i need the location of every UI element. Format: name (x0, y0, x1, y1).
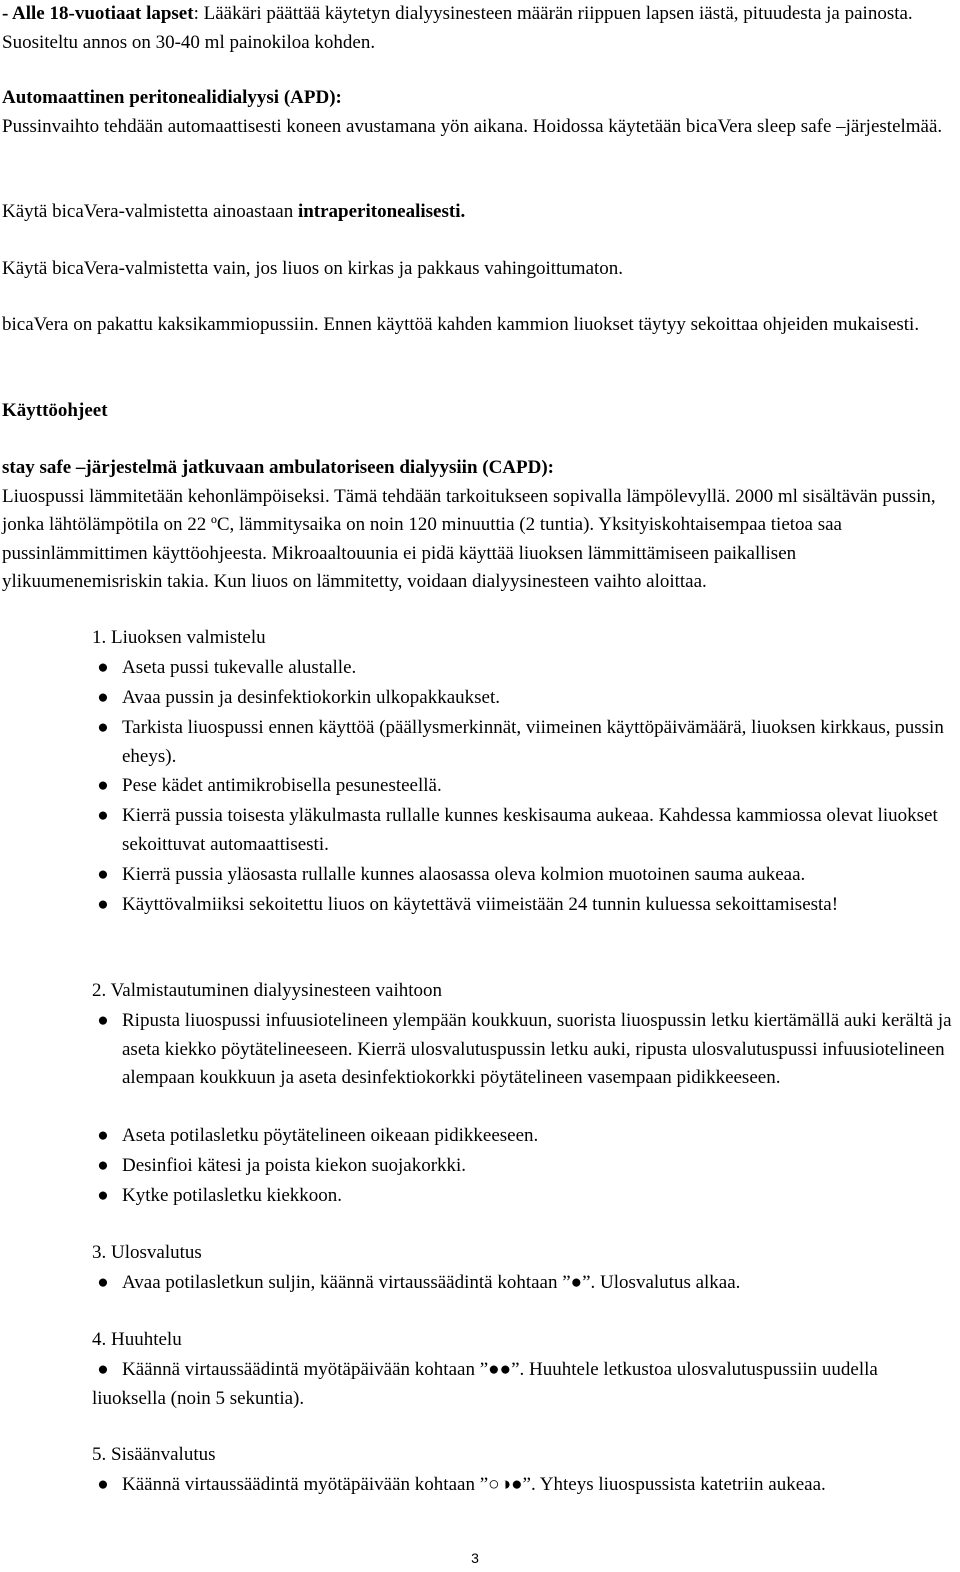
bullet-icon: ● (97, 864, 109, 885)
apd-text: Pussinvaihto tehdään automaattisesti koneen avustamana yön aikana. Hoidossa käytetään bicaVera sleep safe –järjestelmää. (2, 115, 943, 137)
bullet-icon: ● (97, 1185, 109, 1206)
age-text: : Lääkäri päättää käytetyn dialyysinesteen määrän riippuen lapsen iästä, pituudesta ja painosta. Suositeltu annos on 30-40 ml painokiloa kohden. (2, 3, 913, 53)
bullet-icon: ● (97, 1359, 109, 1380)
step-5-title: 5. Sisäänvalutus (92, 1444, 216, 1465)
step-2-item-2: ● Aseta potilasletku pöytätelineen oikeaan pidikkeeseen. (92, 1122, 952, 1151)
bullet-icon: ● (97, 1474, 109, 1495)
step-1-item-5: ● Kierrä pussia toisesta yläkulmasta rullalle kunnes keskisauma aukeaa. Kahdessa kammiossa olevat liuokset sekoittuvat automaattisesti. (92, 802, 952, 859)
step-4-item-1: ● Käännä virtaussäädintä myötäpäivään kohtaan ”●●”. Huuhtele letkustoa ulosvalutuspussiin uudella liuoksella (noin 5 sekuntia). (92, 1356, 952, 1413)
step-5-item-1: ● Käännä virtaussäädintä myötäpäivään kohtaan ”○◑●”. Yhteys liuospussista katetriin aukeaa. (92, 1471, 952, 1500)
bullet-icon: ● (97, 687, 109, 708)
step-3-item-1: ● Avaa potilasletkun suljin, käännä virtaussäädintä kohtaan ”●”. Ulosvalutus alkaa. (92, 1269, 952, 1298)
chamber-paragraph: bicaVera on pakattu kaksikammiopussiin. Ennen käyttöä kahden kammion liuokset täytyy sekoittaa ohjeiden mukaisesti. (2, 314, 920, 335)
page-number: 3 (471, 1550, 479, 1566)
age-label: - Alle 18-vuotiaat lapset (2, 3, 194, 24)
step-1-title: 1. Liuoksen valmistelu (92, 627, 266, 648)
bullet-icon: ● (97, 1010, 109, 1031)
step-2-item-3: ● Desinfioi kätesi ja poista kiekon suojakorkki. (92, 1152, 952, 1181)
clear-paragraph: Käytä bicaVera-valmistetta vain, jos liuos on kirkas ja pakkaus vahingoittumaton. (2, 258, 624, 279)
step-1-item-4: ● Pese kädet antimikrobisella pesunesteellä. (92, 772, 952, 801)
bullet-icon: ● (97, 894, 109, 915)
capd-text: Liuospussi lämmitetään kehonlämpöiseksi. Tämä tehdään tarkoitukseen sopivalla lämpölevyllä. 2000 ml sisältävän pussin, jonka lähtölämpötila on 22 ºC, lämmitysaika on noin 120 minuuttia (2 tuntia). Yksityiskohtaisempaa tietoa saa pussinlämmittimen käyttöohjeesta. Mikroaaltouunia ei pidä käyttää liuoksen lämmittämiseen paikallisen ylikuumenemisriskin takia. Kun liuos on lämmitetty, voidaan dialyysinesteen vaihto aloittaa. (2, 485, 936, 592)
step-2-item-4: ● Kytke potilasletku kiekkoon. (92, 1182, 952, 1211)
bullet-icon: ● (97, 1272, 109, 1293)
use-prefix: Käytä bicaVera-valmistetta ainoastaan (2, 201, 298, 222)
bullet-icon: ● (97, 1125, 109, 1146)
step-3-title: 3. Ulosvalutus (92, 1242, 202, 1263)
step-1-item-7: ● Käyttövalmiiksi sekoitettu liuos on käytettävä viimeistään 24 tunnin kuluessa sekoittamisesta! (92, 891, 952, 920)
apd-heading: Automaattinen peritonealidialyysi (APD): (2, 87, 342, 108)
apd-paragraph (2, 84, 952, 141)
instructions-heading: Käyttöohjeet (2, 400, 108, 421)
step-1-item-6: ● Kierrä pussia yläosasta rullalle kunnes alaosassa oleva kolmion muotoinen sauma aukeaa. (92, 861, 952, 890)
age-paragraph (2, 0, 952, 57)
bullet-icon: ● (97, 805, 109, 826)
bullet-icon: ● (97, 657, 109, 678)
use-bold: intraperitonealisesti. (297, 201, 466, 222)
step-1-item-2: ● Avaa pussin ja desinfektiokorkin ulkopakkaukset. (92, 684, 952, 713)
use-paragraph (2, 198, 952, 227)
bullet-icon: ● (97, 1155, 109, 1176)
step-4-title: 4. Huuhtelu (92, 1329, 182, 1350)
capd-paragraph (2, 454, 952, 597)
bullet-icon: ● (97, 717, 109, 738)
capd-heading: stay safe –järjestelmä jatkuvaan ambulatoriseen dialyysiin (CAPD): (2, 457, 555, 478)
step-2-item-1: ● Ripusta liuospussi infuusiotelineen ylempään koukkuun, suorista liuospussin letku kiertämällä auki kerältä ja aseta kiekko pöytätelineeseen. Kierrä ulosvalutuspussin letku auki, ripusta ulosvalutuspussi infuusiotelineen alempaan koukkuun ja aseta desinfektiokorkki pöytätelineen vasempaan pidikkeeseen. (92, 1007, 952, 1093)
step-1-item-1: ● Aseta pussi tukevalle alustalle. (92, 654, 952, 683)
step-2-title: 2. Valmistautuminen dialyysinesteen vaihtoon (92, 980, 443, 1001)
bullet-icon: ● (97, 775, 109, 796)
step-1-item-3: ● Tarkista liuospussi ennen käyttöä (päällysmerkinnät, viimeinen käyttöpäivämäärä, liuoksen kirkkaus, pussin eheys). (92, 714, 952, 771)
